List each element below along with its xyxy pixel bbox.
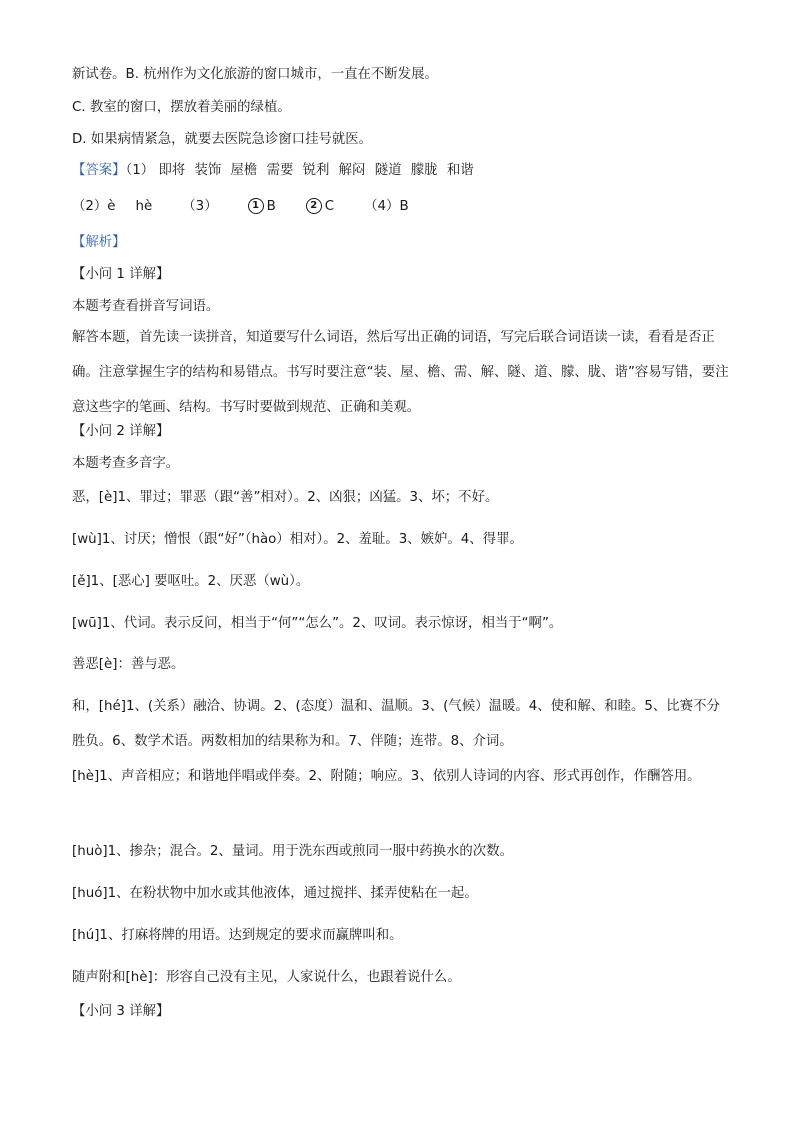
e-entry-1: 恶，[è]1、罪过；罪恶（跟“善”相对）。2、凶狠；凶猛。3、坏；不好。	[72, 490, 499, 505]
e-entry-5: 善恶[è]：善与恶。	[72, 657, 185, 672]
answer-word: 朦胧	[410, 163, 438, 178]
answer-word: 隧道	[374, 163, 402, 178]
q3-heading: 【小问 3 详解】	[72, 1004, 170, 1019]
h-entry-6: 随声附和[hè]：形容自己没有主见，人家说什么，也跟着说什么。	[72, 970, 461, 985]
e-entry-4: [wū]1、代词。表示反问，相当于“何”“怎么”。2、叹词。表示惊讶，相当于“啊”。	[72, 616, 563, 631]
answer-part2: （2）è	[72, 199, 116, 214]
circled-number-2: 2	[306, 198, 322, 214]
q2-para-1: 本题考查多音字。	[72, 456, 180, 471]
q1-para-2: 解答本题，首先读一读拼音，知道要写什么词语，然后写出正确的词语，写完后联合词语读一读，看看是否正确。注意掌握生字的结构和易错点。书写时要注意“装、屋、檐、需、解、隧、道、朦、胧、谐”容易写错，要注意这些字的笔画、结构。书写时要做到规范、正确和美观。	[72, 330, 729, 415]
analysis-label: 【解析】	[72, 235, 126, 250]
e-entry-2: [wù]1、讨厌；憎恨（跟“好”（hào）相对）。2、羞耻。3、嫉妒。4、得罪。	[72, 532, 523, 547]
q1-para-1: 本题考查看拼音写词语。	[72, 299, 220, 314]
q2-heading: 【小问 2 详解】	[72, 424, 170, 439]
answer-line	[72, 162, 732, 180]
option-d-line: D. 如果病情紧急，就要去医院急诊窗口挂号就医。	[72, 132, 373, 147]
answer-word: 即将	[158, 163, 186, 178]
answer-part1-number: （1）	[125, 163, 155, 178]
answer-word: 屋檐	[230, 163, 258, 178]
answer-word: 和谐	[446, 163, 474, 178]
h-entry-2: [hè]1、声音相应；和谐地伴唱或伴奏。2、附随；响应。3、依别人诗词的内容、形式再创作，作酬答用。	[72, 769, 701, 784]
answer-part2b: hè	[135, 199, 153, 214]
option-c-line: C. 教室的窗口，摆放着美丽的绿植。	[72, 100, 291, 115]
answer-c2: C	[324, 199, 335, 214]
h-entry-4: [huó]1、在粉状物中加水或其他液体，通过搅拌、揉弄使粘在一起。	[72, 886, 478, 901]
option-b-line: 新试卷。B. 杭州作为文化旅游的窗口城市，一直在不断发展。	[72, 67, 438, 82]
h-entry-3: [huò]1、掺杂；混合。2、量词。用于洗东西或煎同一服中药换水的次数。	[72, 844, 513, 859]
answer-word: 装饰	[194, 163, 222, 178]
circled-number-1: 1	[248, 198, 264, 214]
answer-c1: B	[266, 199, 276, 214]
answer-word: 需要	[266, 163, 294, 178]
answer-word: 解闷	[338, 163, 366, 178]
answer-label: 【答案】	[72, 163, 126, 178]
h-entry-5: [hú]1、打麻将牌的用语。达到规定的要求而赢牌叫和。	[72, 928, 403, 943]
h-entry-1: 和，[hé]1、(关系）融洽、协调。2、(态度）温和、温顺。3、(气候）温暖。4、使和解、和睦。5、比赛不分胜负。6、数学术语。两数相加的结果称为和。7、伴随；连带。8、介词。	[72, 699, 720, 749]
e-entry-3: [ě]1、[恶心] 要呕吐。2、厌恶（wù）。	[72, 574, 310, 589]
answer-part4: （4）B	[364, 199, 409, 214]
q1-heading: 【小问 1 详解】	[72, 267, 170, 282]
answer-word: 锐利	[302, 163, 330, 178]
answer-part3: （3）	[182, 199, 218, 214]
answer-line-2	[72, 198, 732, 216]
